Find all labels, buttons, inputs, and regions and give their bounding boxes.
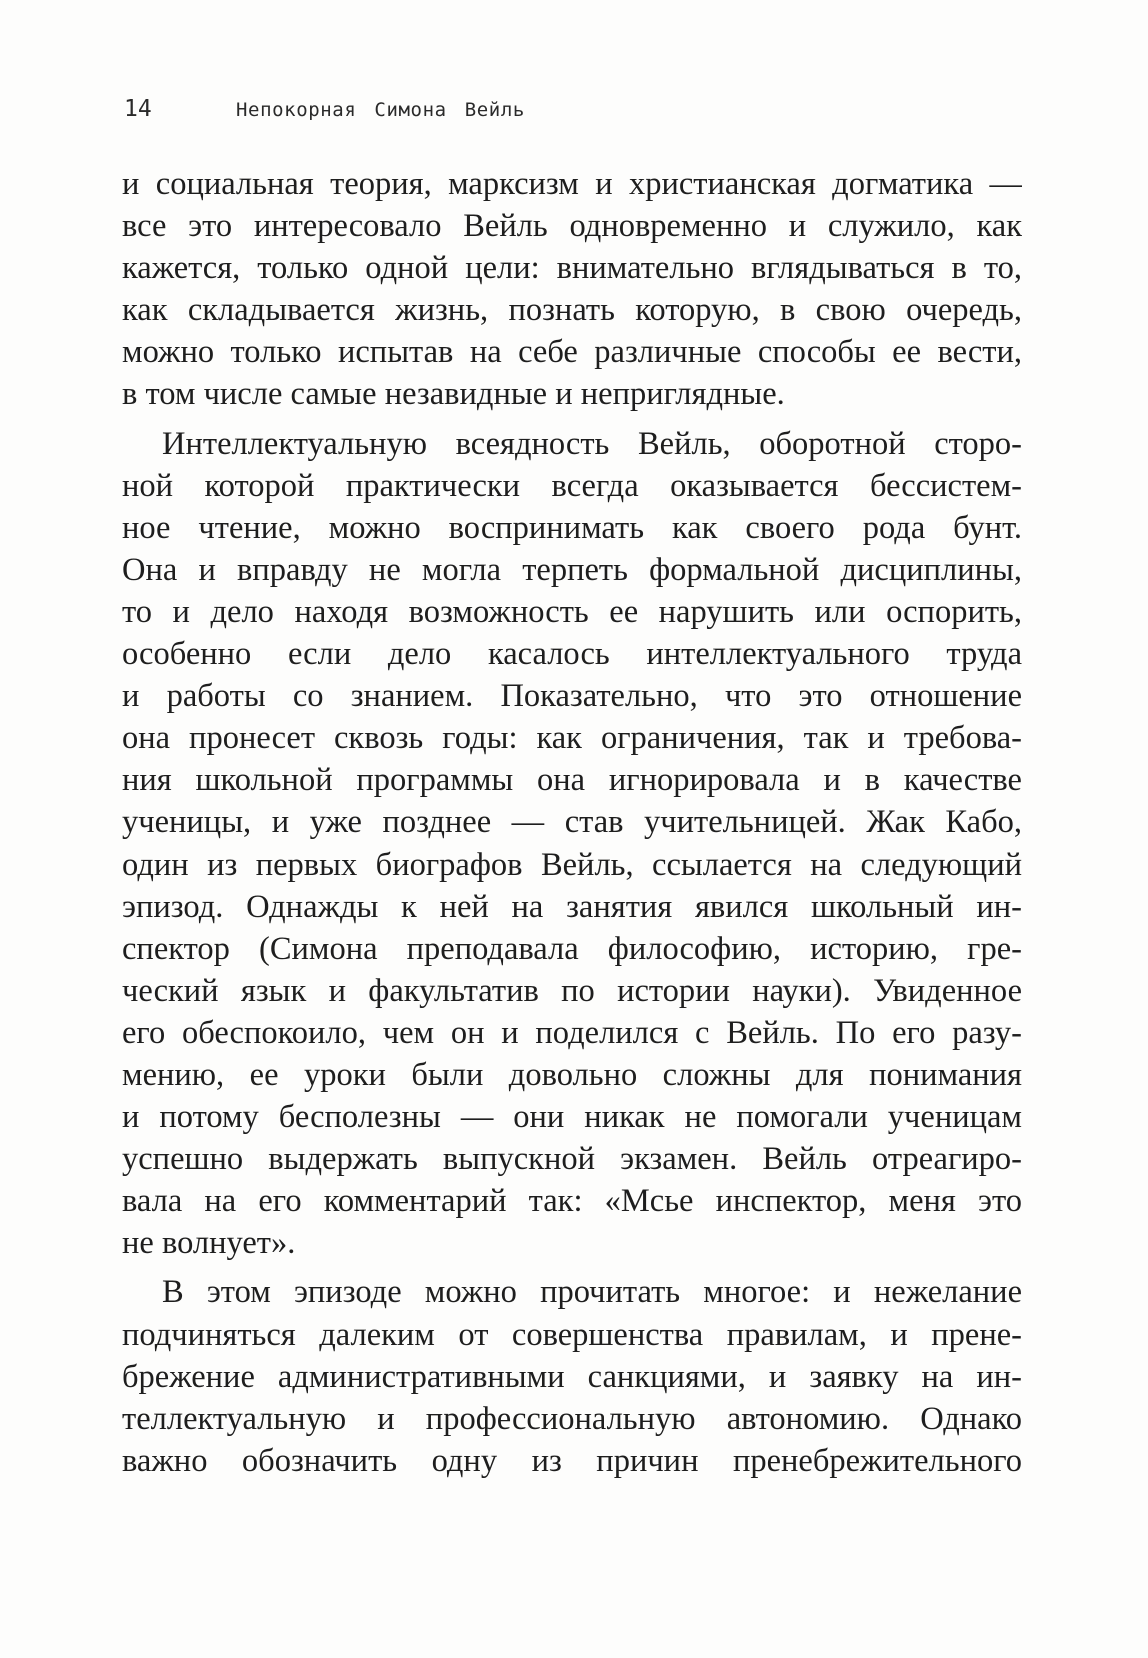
paragraph <box>122 423 1022 1265</box>
text-line: теллектуальную и профессиональную автономию. Однако <box>122 1400 1022 1437</box>
text-line: особенно если дело касалось интеллектуального труда <box>122 636 1022 673</box>
text-line: В этом эпизоде можно прочитать многое: и нежелание <box>162 1274 1022 1311</box>
text-line: вала на его комментарий так: «Мсье инспектор, меня это <box>122 1183 1022 1220</box>
text-line: можно только испытав на себе различные способы ее вести, <box>122 334 1022 371</box>
text-line: важно обозначить одну из причин пренебрежительного <box>122 1442 1022 1479</box>
text-line: в том числе самые незавидные и неприглядные. <box>122 376 785 413</box>
text-line: все это интересовало Вейль одновременно и служило, как <box>122 208 1022 245</box>
text-line: мению, ее уроки были довольно сложны для понимания <box>122 1056 1022 1093</box>
text-line: и социальная теория, марксизм и христианская догматика — <box>122 166 1022 202</box>
text-line: и потому бесполезны — они никак не помогали ученицам <box>122 1099 1022 1136</box>
text-line: ния школьной программы она игнорировала и в качестве <box>122 762 1022 799</box>
text-line: Интеллектуальную всеядность Вейль, оборотной сторо- <box>162 425 1022 462</box>
text-line: подчиняться далеким от совершенства правилам, и прене- <box>122 1316 1022 1353</box>
running-head <box>124 96 525 126</box>
text-line: один из первых биографов Вейль, ссылается на следующий <box>122 846 1022 883</box>
text-line: брежение административными санкциями, и заявку на ин- <box>122 1358 1022 1395</box>
text-line: Она и вправду не могла терпеть формальной дисциплины, <box>122 551 1022 588</box>
text-line: спектор (Симона преподавала философию, историю, гре- <box>122 930 1022 967</box>
paragraph <box>122 1271 1022 1481</box>
text-line: ученицы, и уже позднее — став учительницей. Жак Кабо, <box>122 804 1022 841</box>
paragraph <box>122 163 1022 416</box>
running-book-title: Непокорная Симона Вейль <box>236 99 525 121</box>
text-line: ной которой практически всегда оказывается бессистем- <box>122 467 1022 504</box>
text-line: его обеспокоило, чем он и поделился с Вейль. По его разу- <box>122 1014 1022 1051</box>
text-line: успешно выдержать выпускной экзамен. Вейль отреагиро- <box>122 1141 1022 1178</box>
text-line: как складывается жизнь, познать которую, в свою очередь, <box>122 292 1022 329</box>
text-line: то и дело находя возможность ее нарушить или оспорить, <box>122 593 1022 630</box>
text-line: кажется, только одной цели: внимательно вглядываться в то, <box>122 250 1022 287</box>
text-line: ное чтение, можно воспринимать как своего рода бунт. <box>122 509 1022 546</box>
page-number: 14 <box>124 96 152 122</box>
text-line: и работы со знанием. Показательно, что это отношение <box>122 678 1022 715</box>
text-line: ческий язык и факультатив по истории науки). Увиденное <box>122 972 1022 1009</box>
body-text <box>122 163 1022 1489</box>
text-line: она пронесет сквозь годы: как ограничения, так и требова- <box>122 720 1022 757</box>
text-line: эпизод. Однажды к ней на занятия явился школьный ин- <box>122 888 1022 925</box>
text-line: не волнует». <box>122 1225 296 1262</box>
